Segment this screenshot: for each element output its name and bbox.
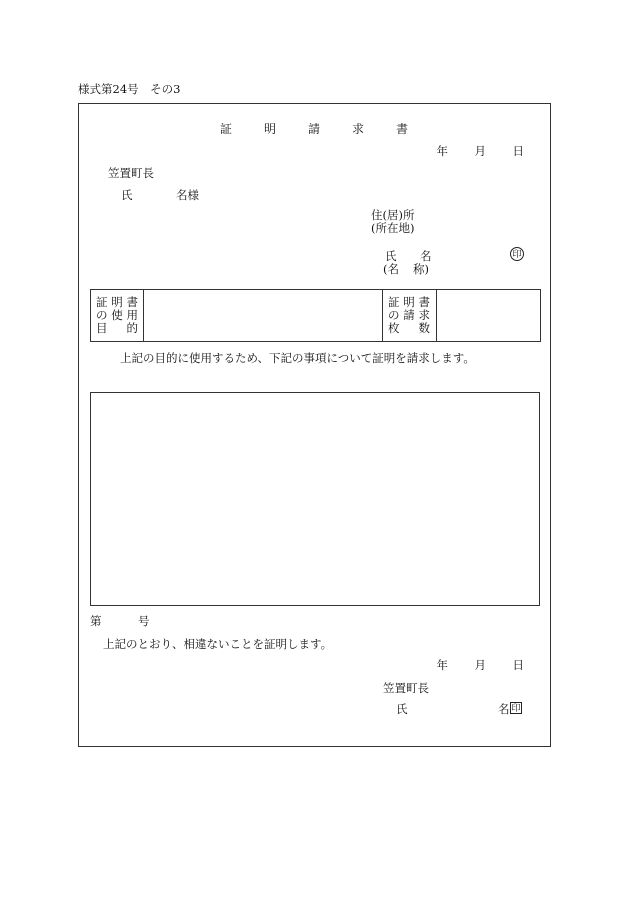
document-title [78, 120, 551, 137]
label-char: の [388, 308, 400, 322]
label-char: 数 [418, 321, 430, 335]
title-char: 証 [219, 122, 233, 136]
issuer-name-1: 氏 [396, 702, 408, 716]
date-day: 日 [512, 658, 524, 672]
title-char: 明 [263, 122, 277, 136]
certify-sentence: 上記のとおり、相違ないことを証明します。 [103, 637, 333, 651]
issuer-town: 笠置町長 [383, 681, 429, 695]
date-year: 年 [436, 144, 448, 158]
label-char: 用 [126, 308, 138, 322]
label-char: 証 [96, 295, 108, 309]
date-year: 年 [436, 658, 448, 672]
form-number: 様式第24号 その3 [78, 82, 181, 96]
addressee-name-suffix: 名様 [176, 188, 199, 202]
label-char: 使 [111, 308, 123, 322]
label-line [388, 322, 430, 335]
label-char: 証 [388, 295, 400, 309]
request-sentence: 上記の目的に使用するため、下記の事項について証明を請求します。 [120, 351, 475, 365]
applicant-name-label-2: 名 [420, 249, 432, 263]
label-line [96, 322, 138, 335]
label-char: 明 [111, 295, 123, 309]
request-date [410, 143, 524, 159]
request-details-box[interactable] [90, 392, 540, 606]
issuer-seal [510, 700, 522, 714]
date-day: 日 [512, 144, 524, 158]
issuer-name-2: 名 [498, 702, 510, 716]
applicant-name-label-1: 氏 [385, 249, 397, 263]
label-char: 明 [403, 295, 415, 309]
label-char: 的 [126, 321, 138, 335]
number-label-2: 号 [138, 614, 150, 628]
certify-date [410, 657, 524, 673]
table-divider [382, 290, 383, 341]
seal-icon: 印 [511, 704, 521, 714]
label-char: 求 [418, 308, 430, 322]
applicant-address-sub: (所在地) [371, 221, 415, 235]
applicant-name-sub-1: (名 [383, 262, 399, 276]
label-char: 目 [96, 321, 108, 335]
copies-label [388, 296, 430, 335]
purpose-label [96, 296, 138, 335]
applicant-name-sub-2: 称) [413, 262, 429, 276]
date-month: 月 [474, 658, 486, 672]
applicant-seal [510, 246, 524, 261]
label-char: 書 [418, 295, 430, 309]
label-char: 書 [126, 295, 138, 309]
label-char: 請 [403, 308, 415, 322]
addressee-town: 笠置町長 [108, 166, 154, 180]
addressee-name-prefix: 氏 [121, 188, 133, 202]
title-char: 書 [395, 122, 409, 136]
title-char: 請 [307, 122, 321, 136]
applicant-address-label: 住(居)所 [371, 208, 415, 222]
label-char: の [96, 308, 108, 322]
seal-icon: 印 [510, 247, 524, 261]
info-table [90, 289, 541, 342]
title-char: 求 [351, 122, 365, 136]
number-label-1: 第 [90, 614, 102, 628]
purpose-field[interactable] [144, 290, 382, 341]
label-char: 枚 [388, 321, 400, 335]
date-month: 月 [474, 144, 486, 158]
copies-field[interactable] [437, 290, 540, 341]
